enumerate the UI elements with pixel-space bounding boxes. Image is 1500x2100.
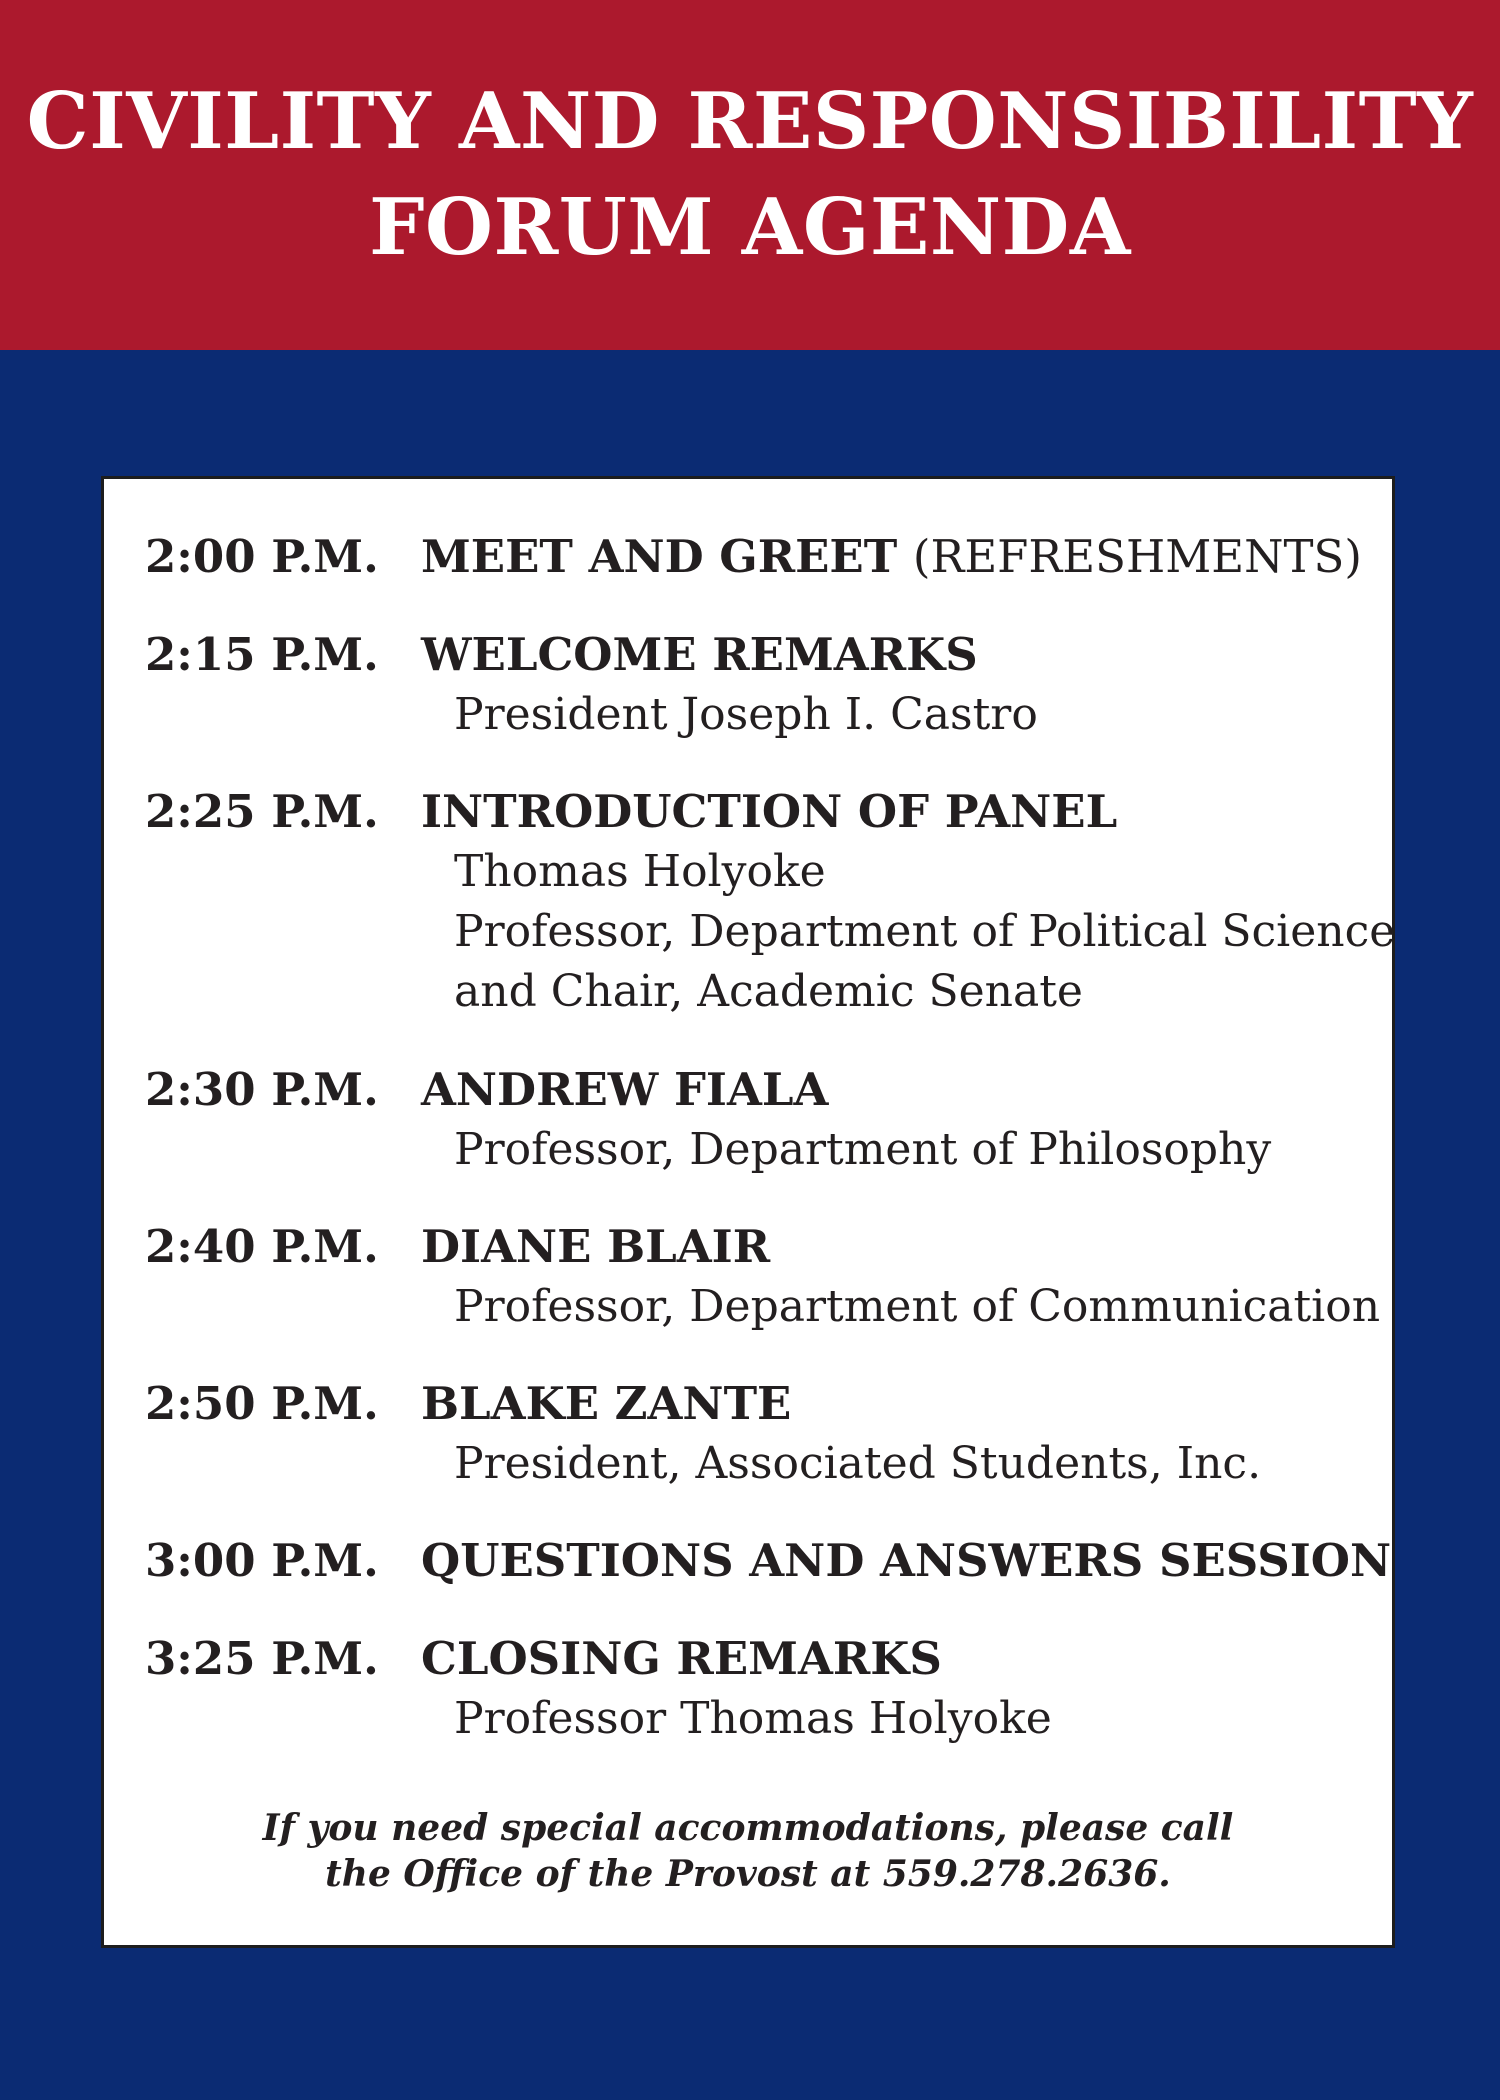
agenda-title: DIANE BLAIR [421,1220,771,1273]
agenda-detail: Thomas Holyoke [454,846,826,897]
accommodations-note-line-1: If you need special accommodations, please call [262,1807,1234,1849]
agenda-time: 2:30 P.M. [145,1063,379,1116]
agenda-title-note: (REFRESHMENTS) [912,530,1362,583]
agenda-detail: President, Associated Students, Inc. [454,1438,1262,1489]
agenda-time: 2:00 P.M. [145,530,379,583]
agenda-time: 2:50 P.M. [145,1377,379,1430]
agenda-detail: Professor, Department of Philosophy [454,1124,1272,1175]
agenda-title: WELCOME REMARKS [421,628,978,681]
header-banner [0,0,1500,350]
agenda-detail: Professor, Department of Communication [454,1281,1381,1332]
accommodations-note-line-2: the Office of the Provost at 559.278.2636. [325,1853,1171,1895]
agenda-title: BLAKE ZANTE [421,1377,792,1430]
agenda-title: CLOSING REMARKS [421,1632,942,1685]
agenda-time: 2:15 P.M. [145,628,379,681]
accommodations-note [104,1805,1392,1897]
agenda-time: 3:25 P.M. [145,1632,379,1685]
agenda-title: INTRODUCTION OF PANEL [421,785,1118,838]
agenda-title: QUESTIONS AND ANSWERS SESSION [421,1534,1392,1587]
agenda-detail: Professor Thomas Holyoke [454,1693,1052,1744]
page-title-line-1: CIVILITY AND RESPONSIBILITY [26,76,1474,167]
agenda-title [421,527,1362,587]
page-title-line-2: FORUM AGENDA [369,182,1131,273]
agenda-title: ANDREW FIALA [421,1063,829,1116]
agenda-detail: Professor, Department of Political Science [454,906,1396,957]
agenda-detail: and Chair, Academic Senate [454,966,1083,1017]
agenda-time: 2:40 P.M. [145,1220,379,1273]
agenda-detail: President Joseph I. Castro [454,689,1038,740]
agenda-time: 3:00 P.M. [145,1534,379,1587]
agenda-panel [101,476,1395,1948]
agenda-title-text: MEET AND GREET [421,530,898,583]
agenda-time: 2:25 P.M. [145,785,379,838]
